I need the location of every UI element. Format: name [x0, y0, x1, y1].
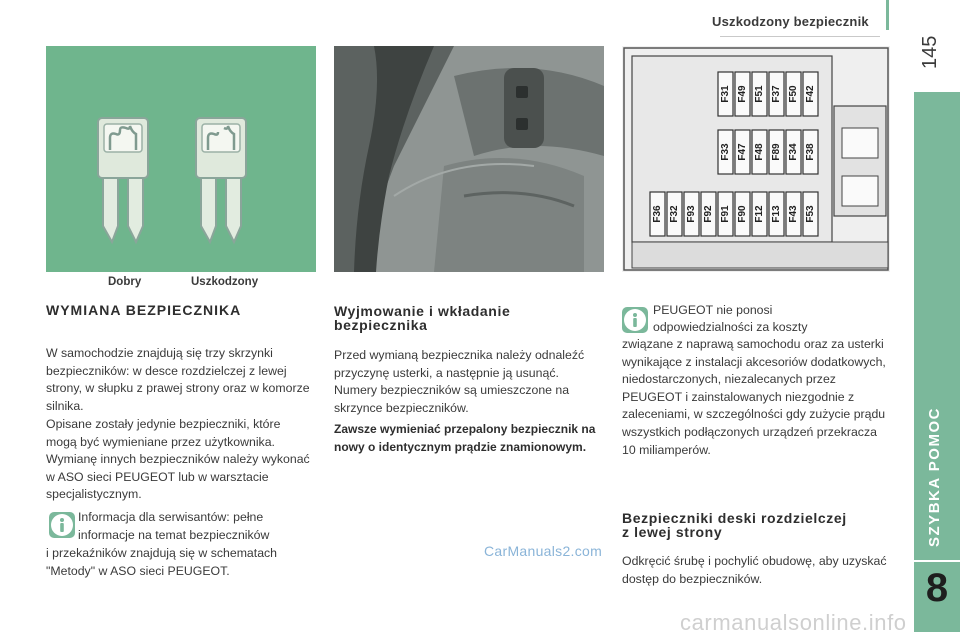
fuse-label: F31	[720, 85, 731, 103]
fuse-label: F38	[805, 143, 816, 161]
watermark-bottom: carmanualsonline.info	[680, 610, 907, 635]
user-fuses-paragraph: Opisane zostały jedynie bezpieczniki, które mogą być wymieniane przez użytkownika. Wymianę innych bezpieczników należy wykonać w ASO sieci PEUGEOT lub w warsztacie specjalistycznym.	[46, 417, 310, 502]
removal-paragraph: Przed wymianą bezpiecznika należy odnaleźć przyczynę usterki, a następnie ją usunąć. Numery bezpieczników są umieszczone na skrzynce bezpieczników.	[334, 348, 585, 415]
fuse-label: F53	[805, 205, 816, 223]
header-accent-bar	[886, 0, 889, 30]
service-info-line2: informacje na temat bezpieczników	[78, 528, 270, 542]
fuse-label: F36	[652, 205, 663, 223]
watermark-center: CarManuals2.com	[484, 543, 603, 559]
chapter-number: 8	[925, 566, 949, 610]
fuse-label: F49	[737, 85, 748, 103]
fuse-label: F47	[737, 143, 748, 161]
fuse-label: F37	[771, 85, 782, 103]
fuse-label: F91	[720, 205, 731, 223]
fuse-label: F93	[686, 205, 697, 223]
dashboard-fuses-paragraph: Odkręcić śrubę i pochylić obudowę, aby uzyskać dostęp do bezpieczników.	[622, 554, 887, 586]
good-fuse-caption: Dobry	[108, 276, 142, 288]
good-fuse-drawing	[98, 118, 148, 242]
fuse-label: F89	[771, 143, 782, 161]
dashboard-fuses-heading-line2: z lewej strony	[622, 524, 723, 540]
fuse-illustration	[46, 46, 316, 272]
info-icon	[49, 512, 75, 538]
fuse-label: F50	[788, 85, 799, 103]
fuse-label: F32	[669, 205, 680, 223]
section-heading: WYMIANA BEZPIECZNIKA	[46, 302, 242, 318]
fuse-label: F90	[737, 205, 748, 223]
fuse-label: F48	[754, 143, 765, 161]
liability-info-rest: związane z naprawą samochodu oraz za usterki wynikające z instalacji akcesoriów dodatkowych, niedostarczonych, niezalecanych przez PEUGEOT i zainstalowanych niezgodnie z zaleceniami, w szczególności gdy zużycie prądu wszystkich podłączonych urządzeń przekracza 10 miliamperów.	[622, 337, 886, 457]
steering-column-photo	[334, 46, 604, 272]
page-number: 145	[919, 35, 941, 69]
fuse-label: F92	[703, 205, 714, 223]
blown-fuse-drawing	[196, 118, 246, 242]
service-info-rest: i przekaźników znajdują się w schematach "Metody" w ASO sieci PEUGEOT.	[46, 546, 278, 578]
replacement-warning: Zawsze wymieniać przepalony bezpiecznik na nowy o identycznym prądzie znamionowym.	[334, 422, 596, 454]
fuse-box-diagram	[622, 46, 890, 272]
service-info-line1: Informacja dla serwisantów: pełne	[78, 510, 264, 524]
side-tab-divider	[914, 560, 960, 562]
info-icon	[622, 307, 648, 333]
fuse-label: F12	[754, 205, 765, 223]
fuse-label: F43	[788, 205, 799, 223]
section-title: Uszkodzony bezpiecznik	[712, 14, 869, 29]
fuse-label: F42	[805, 85, 816, 103]
fuse-label: F13	[771, 205, 782, 223]
liability-info-line2: odpowiedzialności za koszty	[653, 320, 808, 334]
removal-heading-line2: bezpiecznika	[334, 317, 428, 333]
fuse-label: F51	[754, 85, 765, 103]
header-divider	[720, 36, 880, 37]
fuse-comparison-figure	[46, 46, 316, 272]
side-tab-label: SZYBKA POMOC	[926, 407, 943, 547]
blown-fuse-caption: Uszkodzony	[191, 276, 259, 288]
liability-info-line1: PEUGEOT nie ponosi	[653, 303, 773, 317]
dashboard-fuses-heading-line1: Bezpieczniki deski rozdzielczej	[622, 510, 847, 526]
fuse-label: F33	[720, 143, 731, 161]
fuse-label: F34	[788, 143, 799, 161]
intro-paragraph: W samochodzie znajdują się trzy skrzynki bezpieczników: w desce rozdzielczej z lewej strony, w słupku z prawej strony oraz w komorze silnika.	[46, 346, 310, 413]
steering-column-drawing	[334, 46, 604, 272]
fuse-box-drawing	[622, 46, 890, 272]
removal-heading-line1: Wyjmowanie i wkładanie	[334, 303, 511, 319]
